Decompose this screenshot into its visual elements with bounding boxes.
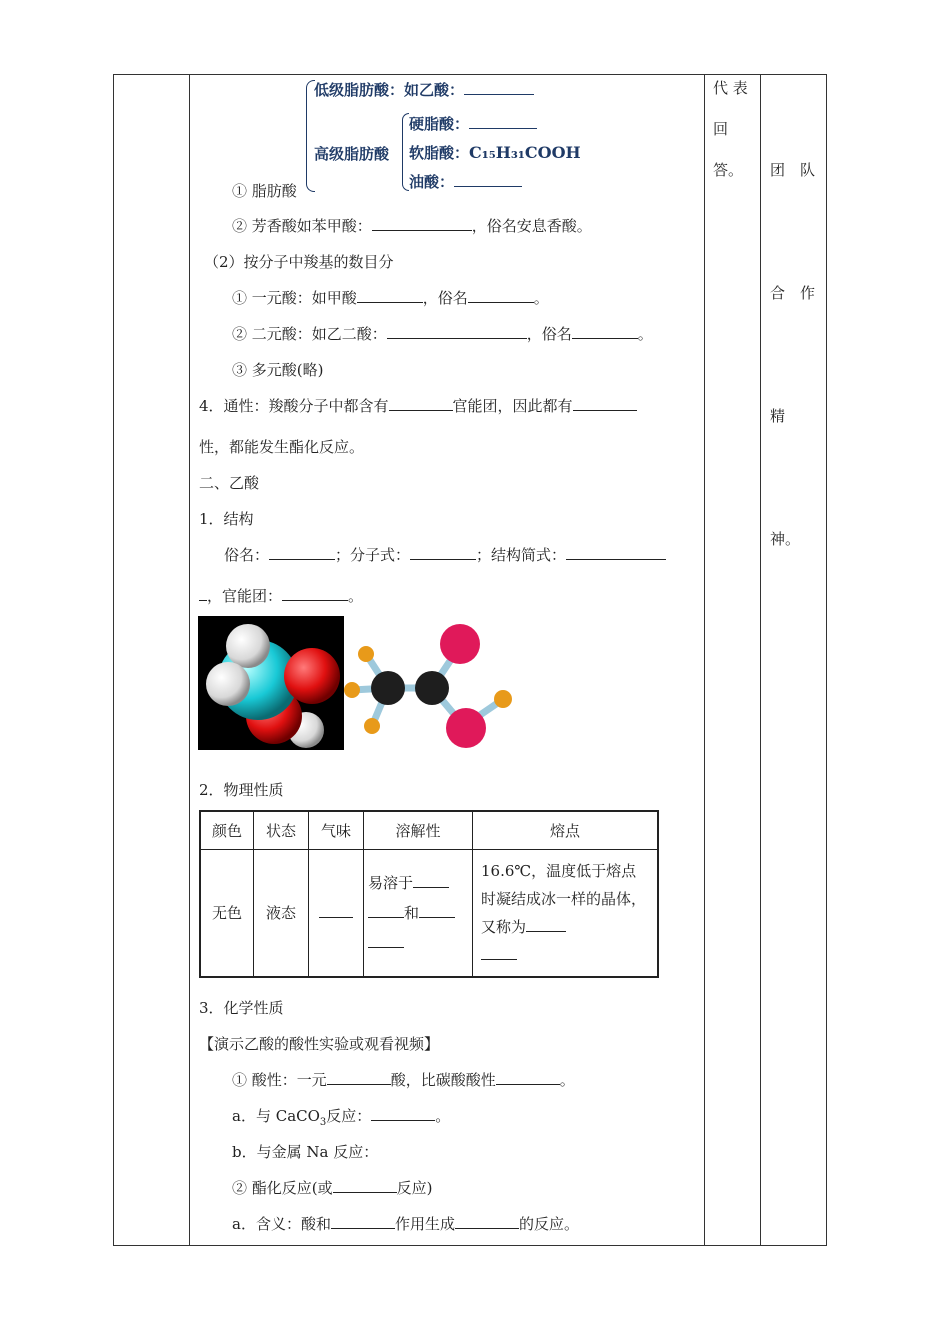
common-property-line: 4．通性：羧酸分子中都含有 官能团，因此都有 bbox=[199, 395, 637, 416]
low-fatty-acid-label: 低级脂肪酸：如乙酸： bbox=[314, 79, 534, 100]
cell-color: 无色 bbox=[200, 849, 254, 977]
common-property-line-2: 性，都能发生酯化反应。 bbox=[199, 438, 365, 456]
stearic-acid-label: 硬脂酸： bbox=[409, 113, 537, 134]
inner-brace bbox=[402, 113, 409, 191]
column-divider bbox=[704, 74, 705, 1246]
cell-odor bbox=[309, 849, 364, 977]
hydrogen-ball bbox=[494, 690, 512, 708]
aromatic-acid-line: ② 芳香酸如苯甲酸： ，俗名安息香酸。 bbox=[232, 217, 592, 235]
cell-melting-point: 16.6℃，温度低于熔点时凝结成冰一样的晶体，又称为 bbox=[473, 849, 659, 977]
table-row bbox=[200, 849, 658, 977]
hydrogen-atom bbox=[226, 624, 270, 668]
polybasic-line: ③ 多元酸(略) bbox=[232, 361, 324, 379]
oxygen-ball bbox=[446, 708, 486, 748]
section-acetic-acid: 二、乙酸 bbox=[199, 474, 260, 492]
sodium-line: b．与金属 Na 反应： bbox=[232, 1143, 379, 1161]
cell-solubility: 易溶于 和 bbox=[364, 849, 473, 977]
carbon-ball bbox=[371, 671, 405, 705]
header-melting-point: 熔点 bbox=[473, 811, 659, 849]
table-header-row bbox=[200, 811, 658, 849]
fatty-acid-item: ① 脂肪酸 bbox=[232, 182, 297, 200]
esterification-definition: a．含义：酸和 作用生成 的反应。 bbox=[232, 1215, 579, 1233]
side-line: 神。 bbox=[770, 530, 801, 548]
hydrogen-ball bbox=[344, 682, 360, 698]
design-intent-column bbox=[770, 68, 815, 601]
hydrogen-ball bbox=[358, 646, 374, 662]
caco3-line: a．与 CaCO$_3$反应： 。 bbox=[232, 1107, 451, 1128]
side-line: 代 表 bbox=[713, 79, 748, 97]
side-line: 合 作 bbox=[770, 284, 816, 302]
by-carboxyl-count: （2）按分子中羧基的数目分 bbox=[204, 253, 394, 271]
column-divider bbox=[760, 74, 761, 1246]
monobasic-line: ① 一元酸：如甲酸 ，俗名 。 bbox=[232, 289, 549, 307]
physical-properties-table bbox=[199, 810, 659, 978]
carbon-ball bbox=[415, 671, 449, 705]
structure-heading: 1．结构 bbox=[199, 510, 254, 528]
space-filling-svg bbox=[198, 616, 344, 750]
functional-group-line: ，官能团： 。 bbox=[199, 585, 363, 606]
oleic-acid-label: 油酸： bbox=[409, 171, 522, 192]
chemical-properties-heading: 3．化学性质 bbox=[199, 999, 284, 1017]
header-solubility: 溶解性 bbox=[364, 811, 473, 849]
side-line: 回 bbox=[713, 120, 729, 138]
physical-properties-heading: 2．物理性质 bbox=[199, 781, 284, 799]
cell-state: 液态 bbox=[254, 849, 309, 977]
ball-and-stick-model bbox=[340, 616, 520, 756]
demo-note: 【演示乙酸的酸性实验或观看视频】 bbox=[199, 1035, 440, 1053]
structure-line: 俗名： ；分子式： ；结构简式： bbox=[224, 544, 666, 565]
esterification-line: ② 酯化反应(或 反应) bbox=[232, 1179, 433, 1197]
hydrogen-atom bbox=[206, 662, 250, 706]
oxygen-atom bbox=[284, 648, 340, 704]
acidity-line: ① 酸性：一元 酸，比碳酸酸性 。 bbox=[232, 1071, 575, 1089]
column-divider bbox=[189, 74, 190, 1246]
side-line: 团 队 bbox=[770, 161, 816, 179]
side-line: 精 bbox=[770, 407, 786, 425]
header-state: 状态 bbox=[254, 811, 309, 849]
student-activity-column bbox=[713, 68, 748, 191]
side-line: 答。 bbox=[713, 161, 744, 179]
palmitic-acid-label: 软脂酸：C₁₅H₃₁COOH bbox=[409, 143, 581, 162]
dibasic-line: ② 二元酸：如乙二酸： ，俗名 。 bbox=[232, 325, 653, 343]
oxygen-ball bbox=[440, 624, 480, 664]
space-filling-model bbox=[198, 616, 344, 750]
hydrogen-ball bbox=[364, 718, 380, 734]
high-fatty-acid-label: 高级脂肪酸 bbox=[314, 145, 390, 163]
header-odor: 气味 bbox=[309, 811, 364, 849]
header-color: 颜色 bbox=[200, 811, 254, 849]
